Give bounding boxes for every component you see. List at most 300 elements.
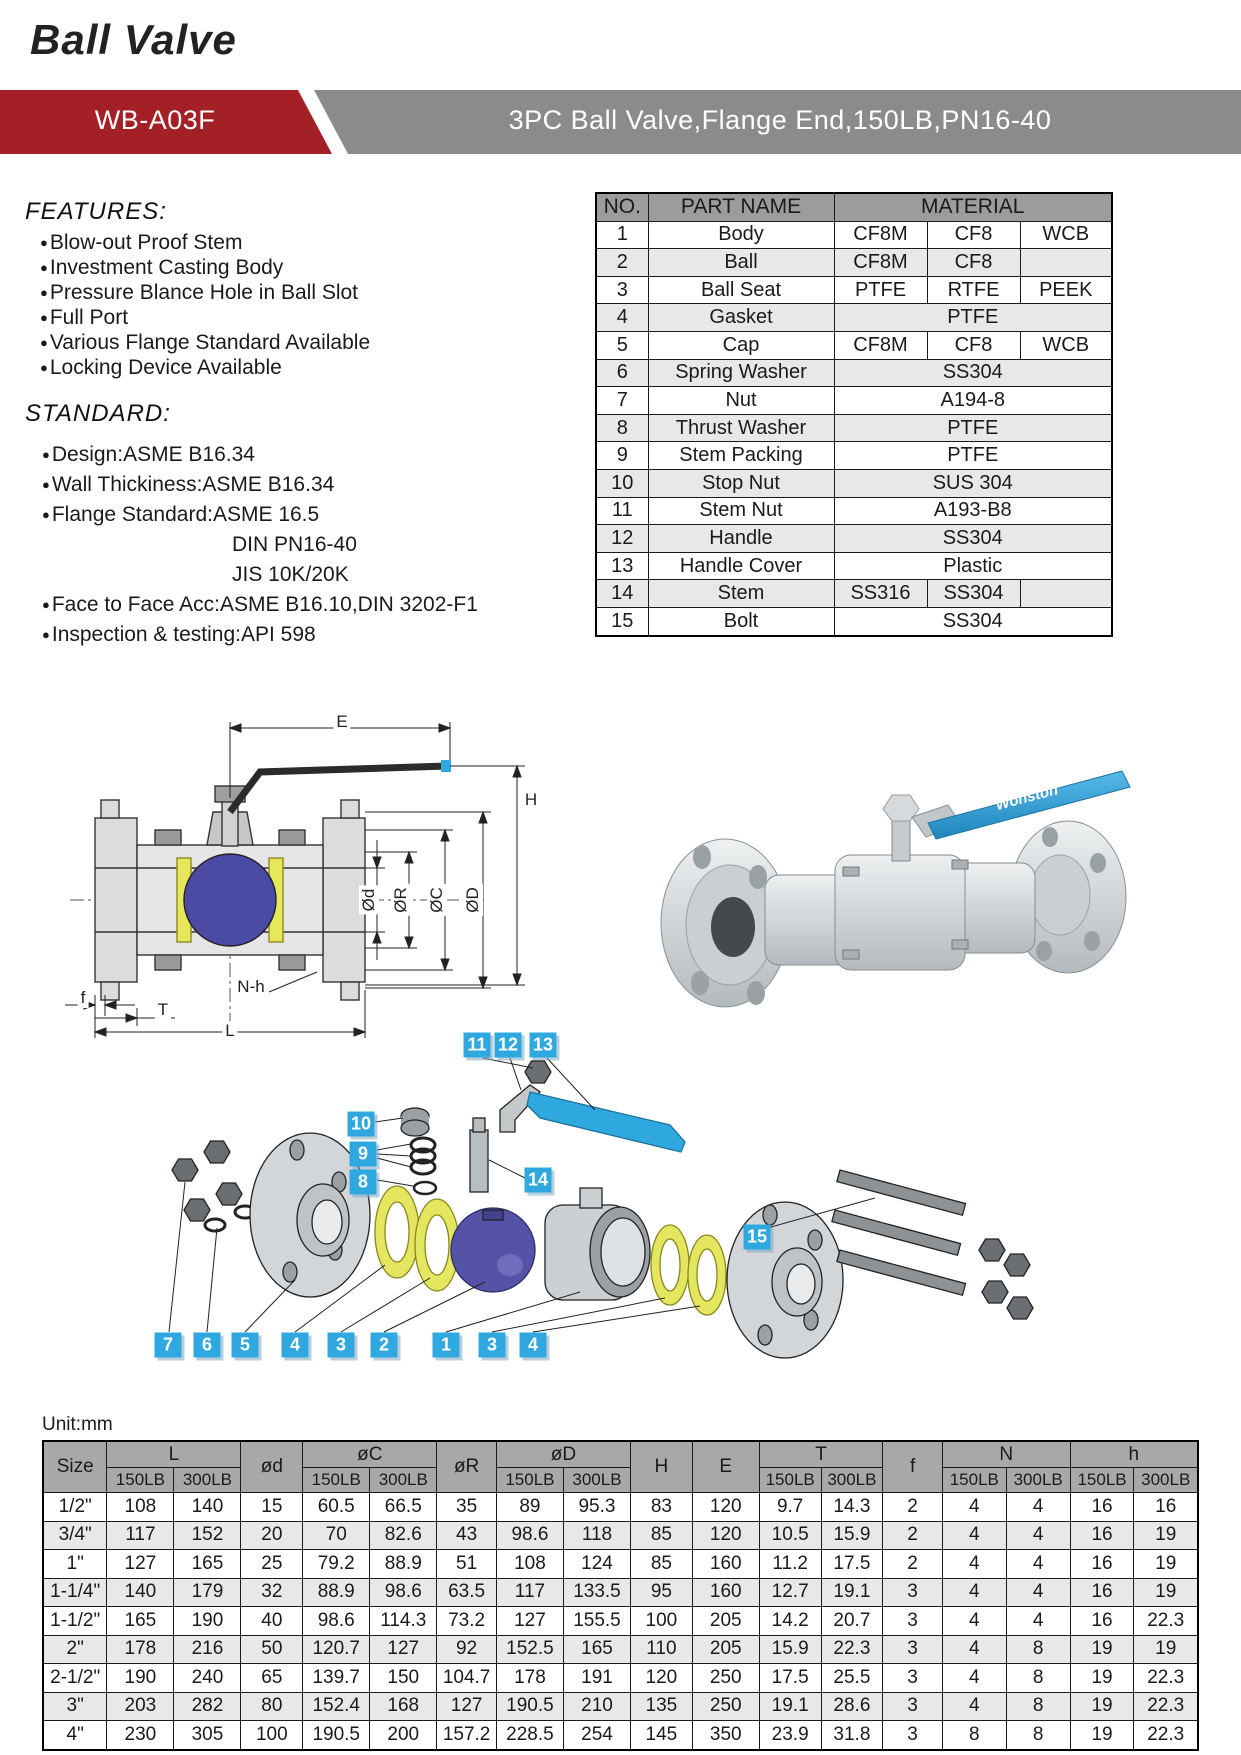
parts-table-row xyxy=(596,304,1112,332)
part-material: A193-B8 xyxy=(834,497,1112,525)
dim-value-cell: 160 xyxy=(692,1550,759,1579)
dim-value-cell: 25 xyxy=(241,1550,303,1579)
dim-value-cell: 4 xyxy=(942,1578,1006,1607)
feature-item xyxy=(40,230,370,255)
dim-value-cell: 178 xyxy=(496,1664,563,1693)
dim-value-cell: 23.9 xyxy=(759,1721,821,1750)
size-cell: 1/2" xyxy=(43,1493,107,1522)
dim-value-cell: 14.2 xyxy=(759,1607,821,1636)
dim-value-cell: 4 xyxy=(942,1664,1006,1693)
parts-table-row xyxy=(596,221,1112,249)
dim-value-cell: 133.5 xyxy=(563,1578,630,1607)
parts-table-row xyxy=(596,249,1112,277)
size-cell: 3/4" xyxy=(43,1521,107,1550)
dim-value-cell: 124 xyxy=(563,1550,630,1579)
part-name: Stop Nut xyxy=(648,469,834,497)
dim-value-cell: 4 xyxy=(1006,1550,1070,1579)
dim-value-cell: 12.7 xyxy=(759,1578,821,1607)
feature-text: Various Flange Standard Available xyxy=(49,331,371,354)
dim-value-cell: 4 xyxy=(942,1692,1006,1721)
part-no: 14 xyxy=(596,580,648,608)
part-callout: 7 xyxy=(155,1333,182,1358)
standard-item xyxy=(42,470,478,500)
part-name: Body xyxy=(648,221,834,249)
part-no: 15 xyxy=(596,607,648,635)
dim-value-cell: 179 xyxy=(174,1578,241,1607)
dims-col-header: øR xyxy=(437,1441,497,1493)
part-callout: 3 xyxy=(328,1333,355,1358)
model-code: WB-A03F xyxy=(94,105,216,135)
dim-value-cell: 140 xyxy=(174,1493,241,1522)
feature-text: Pressure Blance Hole in Ball Slot xyxy=(49,281,359,304)
dim-value-cell: 73.2 xyxy=(437,1607,497,1636)
standard-text: Design:ASME B16.34 xyxy=(51,443,255,466)
standard-heading: STANDARD: xyxy=(25,400,171,427)
part-name: Ball Seat xyxy=(648,276,834,304)
dim-value-cell: 240 xyxy=(174,1664,241,1693)
part-material: A194-8 xyxy=(834,387,1112,415)
dims-header-row1 xyxy=(43,1441,1198,1468)
part-callout: 3 xyxy=(479,1333,506,1358)
parts-table-row xyxy=(596,359,1112,387)
dim-value-cell: 82.6 xyxy=(370,1521,437,1550)
dim-value-cell: 22.3 xyxy=(1134,1607,1198,1636)
dim-value-cell: 350 xyxy=(692,1721,759,1750)
size-cell: 2" xyxy=(43,1635,107,1664)
dim-value-cell: 16 xyxy=(1070,1550,1134,1579)
dim-value-cell: 200 xyxy=(370,1721,437,1750)
parts-table-row xyxy=(596,414,1112,442)
standard-subitem xyxy=(42,530,478,560)
feature-item xyxy=(40,305,370,330)
part-material: CF8 xyxy=(927,249,1020,277)
dim-value-cell: 19.1 xyxy=(759,1692,821,1721)
dim-value-cell: 157.2 xyxy=(437,1721,497,1750)
dims-col-header: N xyxy=(942,1441,1070,1468)
dim-value-cell: 80 xyxy=(241,1692,303,1721)
size-cell: 3" xyxy=(43,1692,107,1721)
part-name: Ball xyxy=(648,249,834,277)
dim-value-cell: 4 xyxy=(1006,1521,1070,1550)
exploded-view xyxy=(85,920,1085,1375)
bullet-icon: ● xyxy=(42,477,50,492)
dim-value-cell: 145 xyxy=(631,1721,693,1750)
bullet-icon: ● xyxy=(42,447,50,462)
dim-value-cell: 65 xyxy=(241,1664,303,1693)
parts-table-body xyxy=(596,221,1112,635)
dim-value-cell: 19 xyxy=(1070,1721,1134,1750)
dim-value-cell: 70 xyxy=(303,1521,370,1550)
dim-value-cell: 152.4 xyxy=(303,1692,370,1721)
dims-header-row2 xyxy=(43,1468,1198,1493)
dim-value-cell: 28.6 xyxy=(821,1692,883,1721)
part-material: CF8M xyxy=(834,221,927,249)
part-no: 8 xyxy=(596,414,648,442)
part-no: 9 xyxy=(596,442,648,470)
part-material: SS304 xyxy=(834,359,1112,387)
dim-value-cell: 9.7 xyxy=(759,1493,821,1522)
dim-value-cell: 100 xyxy=(631,1607,693,1636)
dim-value-cell: 205 xyxy=(692,1635,759,1664)
dim-value-cell: 88.9 xyxy=(370,1550,437,1579)
dimension-label: ØD xyxy=(463,884,483,916)
dim-value-cell: 19 xyxy=(1134,1550,1198,1579)
dim-value-cell: 120 xyxy=(692,1521,759,1550)
dim-value-cell: 43 xyxy=(437,1521,497,1550)
feature-item xyxy=(40,280,370,305)
dim-value-cell: 100 xyxy=(241,1721,303,1750)
part-no: 1 xyxy=(596,221,648,249)
dims-col-header: f xyxy=(883,1441,943,1493)
part-no: 11 xyxy=(596,497,648,525)
dim-value-cell: 85 xyxy=(631,1550,693,1579)
dim-value-cell: 88.9 xyxy=(303,1578,370,1607)
dim-value-cell: 205 xyxy=(692,1607,759,1636)
dimension-label: N-h xyxy=(234,977,267,997)
dim-value-cell: 4 xyxy=(942,1550,1006,1579)
dims-subcol-header: 300LB xyxy=(174,1468,241,1493)
dim-value-cell: 19 xyxy=(1070,1664,1134,1693)
dim-value-cell: 8 xyxy=(1006,1721,1070,1750)
dim-value-cell: 14.3 xyxy=(821,1493,883,1522)
part-callout: 4 xyxy=(520,1333,547,1358)
part-material: CF8M xyxy=(834,249,927,277)
part-callout: 12 xyxy=(495,1033,522,1058)
part-material: SS304 xyxy=(834,525,1112,553)
dimensions-table xyxy=(42,1440,1199,1751)
dim-value-cell: 178 xyxy=(107,1635,174,1664)
bullet-icon: ● xyxy=(42,507,50,522)
dims-subcol-header: 150LB xyxy=(107,1468,174,1493)
part-no: 4 xyxy=(596,304,648,332)
dim-value-cell: 16 xyxy=(1134,1493,1198,1522)
part-no: 7 xyxy=(596,387,648,415)
dims-subcol-header: 300LB xyxy=(1134,1468,1198,1493)
dim-value-cell: 8 xyxy=(1006,1635,1070,1664)
dim-value-cell: 89 xyxy=(496,1493,563,1522)
part-material: CF8 xyxy=(927,221,1020,249)
dim-value-cell: 139.7 xyxy=(303,1664,370,1693)
standard-list xyxy=(42,440,478,650)
part-material: SS304 xyxy=(834,607,1112,635)
dims-table-row xyxy=(43,1578,1198,1607)
part-no: 6 xyxy=(596,359,648,387)
dim-value-cell: 190 xyxy=(107,1664,174,1693)
parts-table-row xyxy=(596,497,1112,525)
dim-value-cell: 3 xyxy=(883,1692,943,1721)
product-subtitle: 3PC Ball Valve,Flange End,150LB,PN16-40 xyxy=(508,105,1052,135)
dim-value-cell: 3 xyxy=(883,1578,943,1607)
dims-subcol-header: 150LB xyxy=(1070,1468,1134,1493)
dim-value-cell: 98.6 xyxy=(303,1607,370,1636)
part-material: PTFE xyxy=(834,442,1112,470)
part-material: CF8M xyxy=(834,331,927,359)
bullet-icon: ● xyxy=(40,310,48,325)
col-header-part-name: PART NAME xyxy=(648,193,834,221)
part-material: WCB xyxy=(1020,221,1112,249)
dim-value-cell: 216 xyxy=(174,1635,241,1664)
part-callout: 6 xyxy=(194,1333,221,1358)
part-callout: 9 xyxy=(350,1142,377,1167)
dim-value-cell: 31.8 xyxy=(821,1721,883,1750)
parts-table-row xyxy=(596,442,1112,470)
dim-value-cell: 79.2 xyxy=(303,1550,370,1579)
part-name: Stem Packing xyxy=(648,442,834,470)
dim-value-cell: 117 xyxy=(496,1578,563,1607)
part-no: 10 xyxy=(596,469,648,497)
part-material: RTFE xyxy=(927,276,1020,304)
dim-value-cell: 108 xyxy=(496,1550,563,1579)
feature-text: Full Port xyxy=(49,306,129,329)
dims-table-row xyxy=(43,1721,1198,1750)
part-callout: 5 xyxy=(232,1333,259,1358)
dim-value-cell: 4 xyxy=(942,1635,1006,1664)
dim-value-cell: 228.5 xyxy=(496,1721,563,1750)
feature-text: Blow-out Proof Stem xyxy=(49,231,243,254)
dims-table-row xyxy=(43,1635,1198,1664)
standard-subtext: DIN PN16-40 xyxy=(232,533,357,556)
unit-label: Unit:mm xyxy=(42,1414,113,1435)
dim-value-cell: 17.5 xyxy=(759,1664,821,1693)
dim-value-cell: 95.3 xyxy=(563,1493,630,1522)
dim-value-cell: 32 xyxy=(241,1578,303,1607)
dim-value-cell: 4 xyxy=(1006,1578,1070,1607)
dim-value-cell: 120.7 xyxy=(303,1635,370,1664)
dims-table-row xyxy=(43,1521,1198,1550)
dim-value-cell: 4 xyxy=(942,1521,1006,1550)
page-title: Ball Valve xyxy=(30,16,237,63)
part-material: Plastic xyxy=(834,552,1112,580)
features-heading: FEATURES: xyxy=(25,198,167,225)
dim-value-cell: 3 xyxy=(883,1664,943,1693)
dims-col-header: L xyxy=(107,1441,241,1468)
dim-value-cell: 22.3 xyxy=(1134,1721,1198,1750)
dim-value-cell: 2 xyxy=(883,1521,943,1550)
size-cell: 1-1/4" xyxy=(43,1578,107,1607)
dim-value-cell: 17.5 xyxy=(821,1550,883,1579)
dim-value-cell: 20.7 xyxy=(821,1607,883,1636)
dim-value-cell: 4 xyxy=(942,1607,1006,1636)
part-material xyxy=(1020,580,1112,608)
dim-value-cell: 152.5 xyxy=(496,1635,563,1664)
dim-value-cell: 165 xyxy=(107,1607,174,1636)
part-no: 13 xyxy=(596,552,648,580)
parts-table-row xyxy=(596,469,1112,497)
dim-value-cell: 19 xyxy=(1070,1692,1134,1721)
standard-item xyxy=(42,620,478,650)
dim-value-cell: 63.5 xyxy=(437,1578,497,1607)
features-list xyxy=(40,230,370,380)
dim-value-cell: 104.7 xyxy=(437,1664,497,1693)
dims-subcol-header: 150LB xyxy=(303,1468,370,1493)
part-callout: 4 xyxy=(282,1333,309,1358)
parts-table-row xyxy=(596,331,1112,359)
part-name: Gasket xyxy=(648,304,834,332)
size-cell: 1-1/2" xyxy=(43,1607,107,1636)
parts-table-row xyxy=(596,607,1112,635)
standard-text: Face to Face Acc:ASME B16.10,DIN 3202-F1 xyxy=(51,593,478,616)
dimension-label: Ød xyxy=(359,886,379,915)
feature-item xyxy=(40,355,370,380)
size-cell: 4" xyxy=(43,1721,107,1750)
dim-value-cell: 83 xyxy=(631,1493,693,1522)
dim-value-cell: 210 xyxy=(563,1692,630,1721)
col-header-material: MATERIAL xyxy=(834,193,1112,221)
standard-text: Flange Standard:ASME 16.5 xyxy=(51,503,320,526)
handle-brand-text: Wonston xyxy=(993,781,1060,815)
part-name: Spring Washer xyxy=(648,359,834,387)
dim-value-cell: 282 xyxy=(174,1692,241,1721)
dim-value-cell: 60.5 xyxy=(303,1493,370,1522)
part-name: Nut xyxy=(648,387,834,415)
dim-value-cell: 250 xyxy=(692,1664,759,1693)
dim-value-cell: 135 xyxy=(631,1692,693,1721)
standard-item xyxy=(42,500,478,530)
dims-subcol-header: 300LB xyxy=(821,1468,883,1493)
bullet-icon: ● xyxy=(42,627,50,642)
feature-item xyxy=(40,255,370,280)
part-callout: 14 xyxy=(525,1168,552,1193)
part-material xyxy=(1020,249,1112,277)
dim-value-cell: 85 xyxy=(631,1521,693,1550)
dim-value-cell: 8 xyxy=(942,1721,1006,1750)
dimension-label: ØR xyxy=(391,884,411,916)
dim-value-cell: 203 xyxy=(107,1692,174,1721)
part-name: Stem xyxy=(648,580,834,608)
dim-value-cell: 19 xyxy=(1070,1635,1134,1664)
part-callout: 1 xyxy=(433,1333,460,1358)
dimension-label: ØC xyxy=(427,884,447,916)
dims-subcol-header: 300LB xyxy=(1006,1468,1070,1493)
dims-col-header: E xyxy=(692,1441,759,1493)
part-no: 2 xyxy=(596,249,648,277)
standard-subitem xyxy=(42,560,478,590)
dims-table-body xyxy=(43,1493,1198,1750)
part-name: Stem Nut xyxy=(648,497,834,525)
dimension-label: E xyxy=(333,712,350,732)
parts-material-table xyxy=(595,192,1113,637)
dim-value-cell: 168 xyxy=(370,1692,437,1721)
dim-value-cell: 19 xyxy=(1134,1578,1198,1607)
parts-table-row xyxy=(596,552,1112,580)
dim-value-cell: 250 xyxy=(692,1692,759,1721)
dim-value-cell: 127 xyxy=(370,1635,437,1664)
dims-subcol-header: 300LB xyxy=(563,1468,630,1493)
dim-value-cell: 16 xyxy=(1070,1493,1134,1522)
dims-col-header: h xyxy=(1070,1441,1198,1468)
part-material: PTFE xyxy=(834,304,1112,332)
dim-value-cell: 117 xyxy=(107,1521,174,1550)
dim-value-cell: 140 xyxy=(107,1578,174,1607)
dim-value-cell: 16 xyxy=(1070,1521,1134,1550)
feature-item xyxy=(40,330,370,355)
dim-value-cell: 127 xyxy=(496,1607,563,1636)
part-material: PTFE xyxy=(834,276,927,304)
dim-value-cell: 66.5 xyxy=(370,1493,437,1522)
dim-value-cell: 155.5 xyxy=(563,1607,630,1636)
dim-value-cell: 118 xyxy=(563,1521,630,1550)
dim-value-cell: 19 xyxy=(1134,1635,1198,1664)
dim-value-cell: 16 xyxy=(1070,1578,1134,1607)
dim-value-cell: 51 xyxy=(437,1550,497,1579)
feature-text: Investment Casting Body xyxy=(49,256,284,279)
dim-value-cell: 10.5 xyxy=(759,1521,821,1550)
parts-table-header-row xyxy=(596,193,1112,221)
dims-subcol-header: 150LB xyxy=(942,1468,1006,1493)
bullet-icon: ● xyxy=(40,285,48,300)
dim-value-cell: 190.5 xyxy=(303,1721,370,1750)
parts-table-row xyxy=(596,387,1112,415)
dim-value-cell: 120 xyxy=(631,1664,693,1693)
part-callout: 11 xyxy=(464,1033,491,1058)
part-material: PTFE xyxy=(834,414,1112,442)
part-material: SS316 xyxy=(834,580,927,608)
parts-table-row xyxy=(596,580,1112,608)
bullet-icon: ● xyxy=(40,235,48,250)
dim-value-cell: 22.3 xyxy=(1134,1664,1198,1693)
size-cell: 1" xyxy=(43,1550,107,1579)
dims-table-row xyxy=(43,1493,1198,1522)
part-callout: 2 xyxy=(371,1333,398,1358)
dim-value-cell: 98.6 xyxy=(370,1578,437,1607)
dim-value-cell: 3 xyxy=(883,1635,943,1664)
exploded-parts-illustration xyxy=(85,920,1085,1375)
part-no: 5 xyxy=(596,331,648,359)
part-name: Handle Cover xyxy=(648,552,834,580)
dim-value-cell: 35 xyxy=(437,1493,497,1522)
dim-value-cell: 165 xyxy=(563,1635,630,1664)
part-material: SS304 xyxy=(927,580,1020,608)
part-callout: 13 xyxy=(530,1033,557,1058)
dims-subcol-header: 150LB xyxy=(496,1468,563,1493)
feature-text: Locking Device Available xyxy=(49,356,282,379)
part-material: CF8 xyxy=(927,331,1020,359)
dim-value-cell: 22.3 xyxy=(821,1635,883,1664)
dims-col-header: Size xyxy=(43,1441,107,1493)
standard-subtext: JIS 10K/20K xyxy=(232,563,349,586)
dim-value-cell: 127 xyxy=(437,1692,497,1721)
dims-table-row xyxy=(43,1550,1198,1579)
dims-subcol-header: 150LB xyxy=(759,1468,821,1493)
part-material: SUS 304 xyxy=(834,469,1112,497)
dim-value-cell: 16 xyxy=(1070,1607,1134,1636)
dim-value-cell: 191 xyxy=(563,1664,630,1693)
dim-value-cell: 98.6 xyxy=(496,1521,563,1550)
dims-subcol-header: 300LB xyxy=(370,1468,437,1493)
dim-value-cell: 152 xyxy=(174,1521,241,1550)
dim-value-cell: 95 xyxy=(631,1578,693,1607)
bullet-icon: ● xyxy=(40,260,48,275)
dimension-label: H xyxy=(522,790,540,810)
bullet-icon: ● xyxy=(42,597,50,612)
dim-value-cell: 25.5 xyxy=(821,1664,883,1693)
dim-value-cell: 4 xyxy=(1006,1493,1070,1522)
dim-value-cell: 19 xyxy=(1134,1521,1198,1550)
dim-value-cell: 15.9 xyxy=(821,1521,883,1550)
part-no: 3 xyxy=(596,276,648,304)
dim-value-cell: 3 xyxy=(883,1607,943,1636)
dim-value-cell: 2 xyxy=(883,1550,943,1579)
bullet-icon: ● xyxy=(40,335,48,350)
dim-value-cell: 4 xyxy=(942,1493,1006,1522)
standard-item xyxy=(42,590,478,620)
parts-table-row xyxy=(596,276,1112,304)
dim-value-cell: 22.3 xyxy=(1134,1692,1198,1721)
dim-value-cell: 11.2 xyxy=(759,1550,821,1579)
dim-value-cell: 8 xyxy=(1006,1664,1070,1693)
dim-value-cell: 190 xyxy=(174,1607,241,1636)
part-material: PEEK xyxy=(1020,276,1112,304)
